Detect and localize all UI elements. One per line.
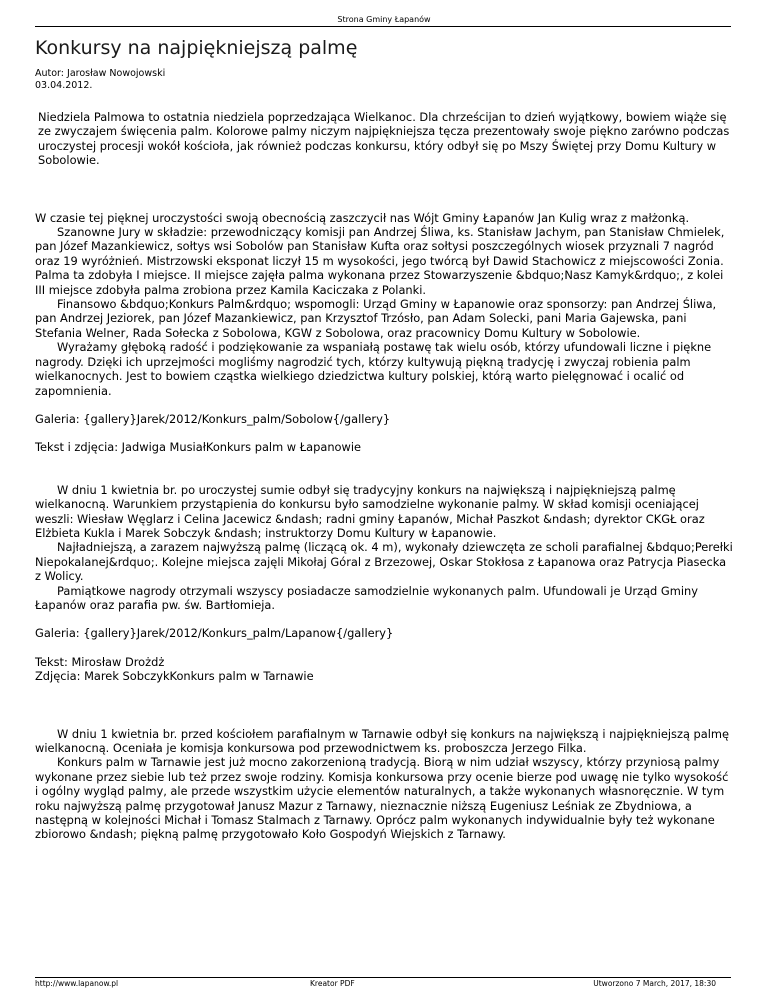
tarnawa-paragraph-2: Konkurs palm w Tarnawie jest już mocno zakorzenioną tradycją. Biorą w nim udział wszyscy, którzy przyniosą palmy wykonane przez siebie lub też przez swoje rodziny. Komisja konkursowa przy ocenie bierze pod uwagę nie tylko wysokość i ogólny wygląd palmy, ale przede wszystkim użycie elementów naturalnych, a także wykonanych własnoręcznie. W tym roku najwyższą palmę przygotował Janusz Mazur z Tarnawy, nieznacznie niższą Eugeniusz Leśniak ze Zbydniowa, a następną w kolejności Michał i Tomasz Stalmach z Tarnawy. Oprócz palm wykonanych indywidualnie były też wykonane zbiorowo &ndash; piękną palmę przygotowało Koło Gospodyń Wiejskich z Tarnawy. [35, 755, 729, 842]
lapanow-paragraph-2: Najładniejszą, a zarazem najwyższą palmę (liczącą ok. 4 m), wykonały dziewczęta ze scholi parafialnej &bdquo;Perełki Niepokalanej&rdquo;. Kolejne miejsca zajęli Mikołaj Góral z Brzezowej, Oskar Stokłosa z Łapanowa oraz Patrycja Piasecka z Wolicy. [35, 540, 733, 584]
sobolow-credits: Tekst i zdjęcia: Jadwiga MusiałKonkurs palm w Łapanowie [35, 440, 362, 455]
lapanow-credit-text: Tekst: Mirosław Drożdż [35, 654, 165, 669]
author-line: Autor: Jarosław Nowojowski [35, 68, 166, 79]
page-footer [35, 979, 731, 991]
sobolow-paragraph-1: W czasie tej pięknej uroczystości swoją obecnością zaszczycił nas Wójt Gminy Łapanów Jan Kulig wraz z małżonką. [35, 210, 690, 225]
lapanow-paragraph-3: Pamiątkowe nagrody otrzymali wszyscy posiadacze samodzielnie wykonanych palm. Ufundowali je Urząd Gminy Łapanów oraz parafia pw. św. Bartłomieja. [35, 583, 698, 612]
lapanow-credit-photos: Zdjęcia: Marek SobczykKonkurs palm w Tarnawie [35, 669, 314, 684]
footer-divider [35, 977, 731, 978]
lapanow-paragraph-1: W dniu 1 kwietnia br. po uroczystej sumie odbył się tradycyjny konkurs na największą i najpiękniejszą palmę wielkanocną. Warunkiem przystąpienia do konkursu było samodzielne wykonanie palmy. W skład komisji oceniającej weszli: Wiesław Węglarz i Celina Jacewicz &ndash; radni gminy Łapanów, Michał Paszkot &ndash; dyrektor CKGŁ oraz Elżbieta Kukla i Marek Sobczyk &ndash; instruktorzy Domu Kultury w Łapanowie. [35, 482, 705, 540]
intro-paragraph: Niedziela Palmowa to ostatnia niedziela poprzedzająca Wielkanoc. Dla chrześcijan to dzień wyjątkowy, bowiem wiąże się ze zwyczajem święcenia palm. Kolorowe palmy niczym najpiękniejsza tęcza prezentowały swoje piękno zarówno podczas uroczystej procesji wokół kościoła, jak również podczas konkursu, który odbył się po Mszy Świętej przy Domu Kultury w Sobolowie. [38, 110, 730, 168]
sobolow-paragraph-2: Szanowne Jury w składzie: przewodniczący komisji pan Andrzej Śliwa, ks. Stanisław Jachym, pan Stanisław Chmielek, pan Józef Mazankiewicz, sołtys wsi Sobolów pan Stanisław Kufta oraz sołtysi poszczególnych wiosek przyznali 7 nagród oraz 19 wyróżnień. Mistrzowski eksponat liczył 15 m wysokości, jego twórcą był Dawid Stachowicz z miejscowości Zonia. Palma ta zdobyła I miejsce. II miejsce zajęła palma wykonana przez Stowarzyszenie &bdquo;Nasz Kamyk&rdquo;, z kolei III miejsce zdobyła palma zrobiona przez Kamila Kaciczaka z Polanki. [35, 225, 725, 297]
page-header-title: Strona Gminy Łapanów [337, 15, 431, 24]
article-body [35, 110, 735, 842]
sobolow-paragraph-4: Wyrażamy głęboką radość i podziękowanie za wspaniałą postawę tak wielu osób, którzy ufundowali liczne i piękne nagrody. Dzięki ich uprzejmości mogliśmy nagrodzić tych, którzy kultywują piękną tradycję i zwyczaj robienia palm wielkanocnych. Jest to bowiem cząstka wielkiego dziedzictwa kultury polskiej, którą warto pielęgnować i ocalić od zapomnienia. [35, 340, 712, 398]
sobolow-gallery: Galeria: {gallery}Jarek/2012/Konkurs_palm/Sobolow{/gallery} [35, 411, 391, 426]
lapanow-gallery: Galeria: {gallery}Jarek/2012/Konkurs_palm/Lapanow{/gallery} [35, 626, 394, 641]
header-divider [35, 26, 731, 27]
footer-url: http://www.lapanow.pl [35, 979, 119, 988]
article-meta [35, 68, 165, 92]
article-title: Konkursy na najpiękniejszą palmę [35, 37, 358, 59]
tarnawa-paragraph-1: W dniu 1 kwietnia br. przed kościołem parafialnym w Tarnawie odbył się konkurs na największą i najpiękniejszą palmę wielkanocną. Oceniała je komisja konkursowa pod przewodnictwem ks. proboszcza Jerzego Filka. [35, 726, 730, 755]
sobolow-paragraph-3: Finansowo &bdquo;Konkurs Palm&rdquo; wspomogli: Urząd Gminy w Łapanowie oraz sponsorzy: pan Andrzej Śliwa, pan Andrzej Jeziorek, pan Józef Mazankiewicz, pan Krzysztof Trzósło, pan Adam Solecki, pani Maria Gajewska, pani Stefania Welner, Rada Sołecka z Sobolowa, KGW z Sobolowa, oraz pracownicy Domu Kultury w Sobolowie. [35, 297, 717, 340]
footer-generator: Kreator PDF [310, 979, 355, 988]
footer-created-date: Utworzono 7 March, 2017, 18:30 [593, 979, 716, 988]
publish-date: 03.04.2012. [35, 80, 93, 91]
